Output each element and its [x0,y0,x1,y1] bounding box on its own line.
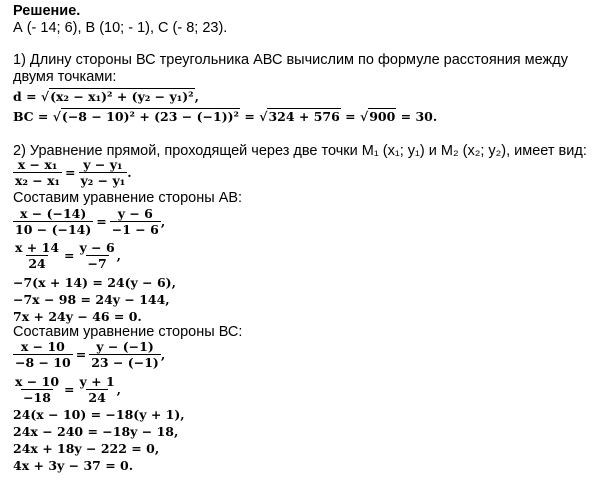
fraction-left [13,206,93,237]
bc-length-computation [13,108,437,125]
bc-equation-step4: 24x − 240 = −18y − 18, [13,424,179,439]
bc-equation-result: 4x + 3y − 37 = 0. [13,458,134,473]
fraction-right [78,374,117,405]
denominator: y₂ − y₁ [80,173,126,188]
denominator: −18 [23,390,51,405]
part1-intro-line2: двумя точками: [13,69,117,85]
numerator: x + 14 [15,240,60,255]
equation-tail: . [127,165,132,180]
bc-length-radicand: (−8 − 10)² + (23 − (−1))² [61,109,240,124]
bc-section-title: Составим уравнение стороны ВС: [13,324,243,340]
denominator: 24 [88,390,106,405]
numerator: y + 1 [79,374,115,389]
denominator: 23 − (−1) [91,355,159,370]
numerator: y − y₁ [83,157,123,172]
denominator: −7 [87,256,107,271]
denominator: −1 − 6 [111,222,159,237]
bc-length-result: = 30. [396,109,438,124]
fraction-left [13,157,62,188]
part2-intro: 2) Уравнение прямой, проходящей через две точки М₁ (x₁; y₁) и М₂ (x₂; y₂), имеет вид: [13,143,587,159]
numerator: x − 10 [15,374,60,389]
solution-heading: Решение. [13,3,81,19]
fraction-left [13,240,61,271]
equation-tail: , [116,248,122,263]
equation-tail: , [160,214,166,229]
fraction-left [13,374,61,405]
fraction-right [89,339,161,370]
ab-equation-step2 [13,240,121,271]
equation-tail: , [160,347,166,362]
fraction-right [110,206,161,237]
equals-sign: = [96,214,107,229]
bc-equation-step1 [13,339,165,370]
given-points: А (- 14; 6), В (10; - 1), С (- 8; 23). [13,20,228,36]
equals-sign: = [64,382,75,397]
distance-formula-tail: , [194,89,199,104]
numerator: y − 6 [79,240,115,255]
equals-sign: = [75,347,87,362]
fraction-right [79,157,128,188]
equals-sign: = [64,248,75,263]
bc-length-radicand2: 324 + 576 [268,109,340,124]
bc-equation-step3: 24(x − 10) = −18(y + 1), [13,407,185,422]
radical-sign: √ [40,89,50,104]
ab-section-title: Составим уравнение стороны АВ: [13,190,243,206]
bc-length-left: ВС = [13,109,53,124]
equation-tail: , [116,382,122,397]
radical-sign: √ [360,109,369,124]
fraction-right [78,240,117,271]
radical-sign: √ [52,109,61,124]
distance-formula [13,88,199,105]
numerator: x − x₁ [17,157,58,172]
ab-equation-result: 7x + 24y − 46 = 0. [13,309,142,324]
numerator: y − (−1) [96,339,154,354]
ab-equation-step1 [13,206,165,237]
numerator: x − 10 [20,339,65,354]
bc-equation-step2 [13,374,121,405]
distance-formula-radicand: (x₂ − x₁)² + (y₂ − y₁)² [50,89,194,104]
bc-equation-step5: 24x + 18y − 222 = 0, [13,441,160,456]
bc-length-eq2: = [340,109,360,124]
distance-formula-left: d = [13,89,41,104]
ab-equation-step3: −7(x + 14) = 24(y − 6), [13,275,176,290]
equals-sign: = [65,165,76,180]
denominator: 24 [28,256,46,271]
bc-length-radicand3: 900 [369,109,396,124]
denominator: 10 − (−14) [15,222,92,237]
ab-equation-step4: −7x − 98 = 24y − 144, [13,292,170,307]
denominator: −8 − 10 [15,355,71,370]
fraction-left [13,339,73,370]
radical-sign: √ [259,109,268,124]
bc-length-eq: = [240,109,260,124]
numerator: x − (−14) [19,206,87,221]
line-equation-general [13,157,132,188]
part1-intro-line1: 1) Длину стороны ВС треугольника АВС вычислим по формуле расстояния между [13,52,568,68]
numerator: y − 6 [117,206,153,221]
denominator: x₂ − x₁ [15,173,61,188]
